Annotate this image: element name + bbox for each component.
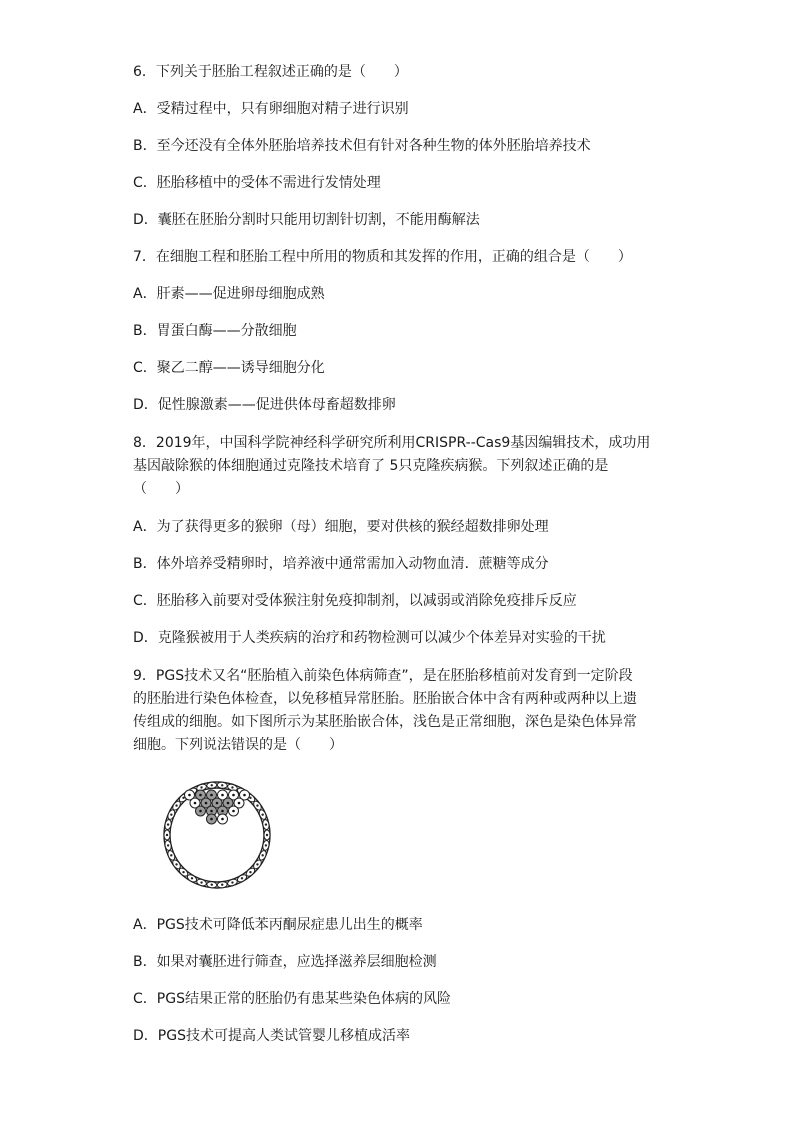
cell-nucleus	[166, 834, 168, 836]
q8-stem-line3: （ ）	[133, 481, 189, 497]
cell-nucleus	[249, 871, 251, 873]
q6-option-d: D．囊胚在胚胎分割时只能用切割针切割，不能用酶解法	[133, 212, 480, 228]
q9-option-b: B．如果对囊胚进行筛查，应选择滋养层细胞检测	[133, 954, 437, 970]
cell-nucleus	[232, 810, 235, 813]
cell-nucleus	[175, 863, 177, 865]
q7-stem: 7．在细胞工程和胚胎工程中所用的物质和其发挥的作用，正确的组合是（ ）	[133, 249, 632, 265]
cell-nucleus	[238, 802, 241, 805]
q6-option-b: B．至今还没有全体外胚胎培养技术但有针对各种生物的体外胚胎培养技术	[133, 138, 591, 154]
cell-nucleus	[170, 813, 172, 815]
cell-nucleus	[221, 794, 224, 797]
cell-nucleus	[199, 794, 202, 797]
cell-nucleus	[231, 881, 233, 883]
inner-cell-mass	[185, 790, 250, 824]
q9-option-a: A．PGS技术可降低苯丙酮尿症患儿出生的概率	[133, 917, 423, 933]
cell-nucleus	[241, 877, 243, 879]
cell-nucleus	[265, 844, 267, 846]
cell-nucleus	[167, 844, 169, 846]
q8-option-a: A．为了获得更多的猴卵（母）细胞，要对供核的猴经超数排卵处理	[133, 519, 549, 535]
cell-nucleus	[265, 823, 267, 825]
cell-nucleus	[211, 784, 213, 786]
cell-nucleus	[175, 804, 177, 806]
cell-nucleus	[261, 854, 263, 856]
cell-nucleus	[194, 802, 197, 805]
q8-stem-line1: 8．2019年，中国科学院神经科学研究所利用CRISPR--Cas9基因编辑技术，成功用	[133, 435, 651, 451]
cell-nucleus	[211, 884, 213, 886]
q8-option-b: B．体外培养受精卵时，培养液中通常需加入动物血清．蔗糖等成分	[133, 556, 549, 572]
q9-stem-line1: 9．PGS技术又名“胚胎植入前染色体病筛查”，是在胚胎移植前对发育到一定阶段	[133, 668, 633, 684]
q6-option-c: C．胚胎移植中的受体不需进行发情处理	[133, 175, 381, 191]
cell-nucleus	[167, 823, 169, 825]
cell-nucleus	[261, 813, 263, 815]
cell-nucleus	[191, 877, 193, 879]
cell-nucleus	[199, 810, 202, 813]
cell-nucleus	[200, 881, 202, 883]
q8-option-c: C．胚胎移入前要对受体猴注射免疫抑制剂，以减弱或消除免疫排斥反应	[133, 593, 577, 609]
cell-nucleus	[210, 818, 213, 821]
q6-stem: 6．下列关于胚胎工程叙述正确的是（ ）	[133, 64, 408, 80]
cell-nucleus	[221, 884, 223, 886]
q8-option-d: D．克隆猴被用于人类疾病的治疗和药物检测可以减少个体差异对实验的干扰	[133, 630, 606, 646]
cell-nucleus	[232, 794, 235, 797]
q9-stem-line4: 细胞。下列说法错误的是（ ）	[133, 737, 343, 753]
cell-nucleus	[205, 802, 208, 805]
q9-option-d: D．PGS技术可提高人类试管婴儿移植成活率	[133, 1028, 410, 1044]
cell-nucleus	[216, 802, 219, 805]
q7-option-c: C．聚乙二醇——诱导细胞分化	[133, 360, 325, 376]
q9-option-c: C．PGS结果正常的胚胎仍有患某些染色体病的风险	[133, 991, 451, 1007]
q9-stem-line2: 的胚胎进行染色体检查，以免移植异常胚胎。胚胎嵌合体中含有两种或两种以上遗	[133, 691, 637, 707]
cell-nucleus	[170, 854, 172, 856]
cell-nucleus	[188, 794, 191, 797]
cell-nucleus	[210, 810, 213, 813]
cell-nucleus	[182, 871, 184, 873]
cell-nucleus	[227, 802, 230, 805]
q7-option-a: A．肝素——促进卵母细胞成熟	[133, 286, 325, 302]
cell-nucleus	[200, 786, 202, 788]
cell-nucleus	[210, 794, 213, 797]
cell-nucleus	[256, 804, 258, 806]
q6-option-a: A．受精过程中，只有卵细胞对精子进行识别	[133, 101, 409, 117]
chimeric-embryo-figure	[155, 778, 285, 893]
cell-nucleus	[256, 863, 258, 865]
cell-nucleus	[231, 786, 233, 788]
q7-option-b: B．胃蛋白酶——分散细胞	[133, 323, 297, 339]
cell-nucleus	[266, 834, 268, 836]
cell-nucleus	[221, 810, 224, 813]
cell-nucleus	[221, 784, 223, 786]
q8-stem-line2: 基因敲除猴的体细胞通过克隆技术培育了 5只克隆疾病猴。下列叙述正确的是	[133, 458, 609, 474]
q7-option-d: D．促性腺激素——促进供体母畜超数排卵	[133, 397, 396, 413]
cell-nucleus	[243, 794, 246, 797]
q9-stem-line3: 传组成的细胞。如下图所示为某胚胎嵌合体，浅色是正常细胞，深色是染色体异常	[133, 714, 637, 730]
cell-nucleus	[221, 818, 224, 821]
